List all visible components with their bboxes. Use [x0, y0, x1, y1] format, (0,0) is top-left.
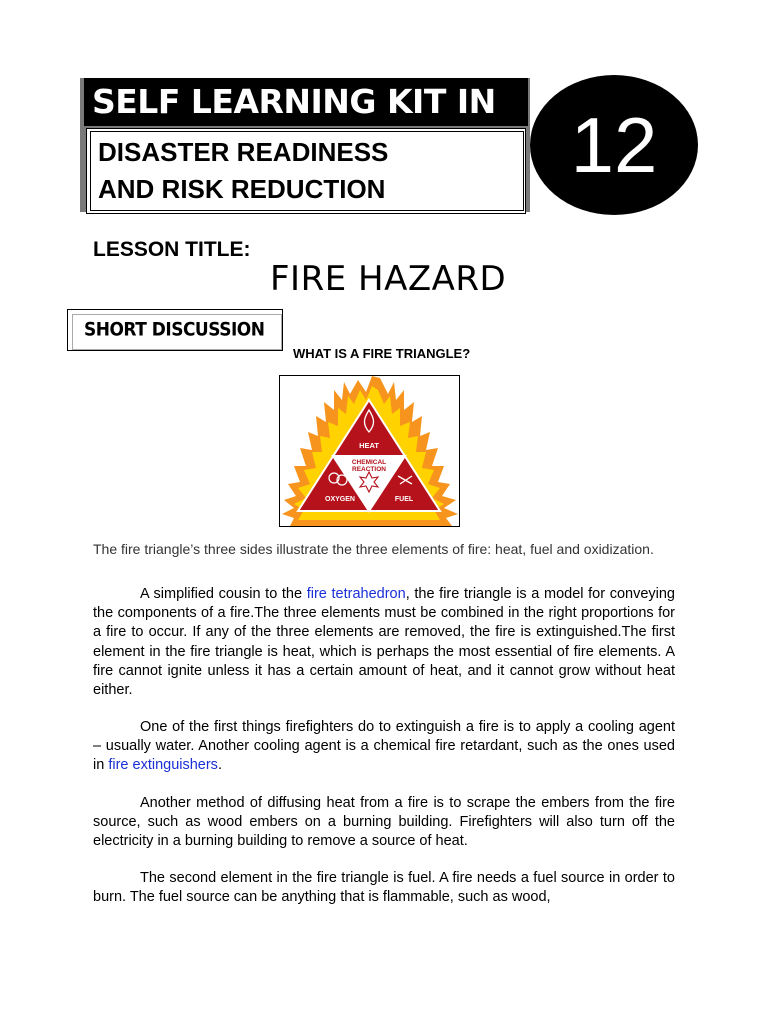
subject-line-2: AND RISK REDUCTION [98, 174, 386, 204]
fuel-label: FUEL [394, 496, 414, 503]
fire-extinguishers-link[interactable]: fire extinguishers [108, 757, 218, 774]
oxygen-label: OXYGEN [325, 496, 355, 503]
kit-title-bar: SELF LEARNING KIT IN [84, 78, 528, 126]
chemical-label-line1: CHEMICAL [351, 459, 387, 466]
p3-text: Another method of diffusing heat from a fire is to scrape the embers from the fire source, such as wood embers on a burning building. Firefighters will also turn off the electricity in a burning building to remove a source of heat. [93, 795, 675, 850]
p1-text-pre: A simplified cousin to the [140, 586, 307, 602]
subject-title [98, 134, 518, 208]
fire-triangle-image [280, 376, 459, 526]
fire-tetrahedron-link[interactable]: fire tetrahedron [306, 586, 406, 602]
paragraph-4 [93, 869, 675, 907]
p1-text-post: , the fire triangle is a model for conveying the components of a fire.The three elements must be combined in the right proportions for a fire to occur. If any of the three elements are removed, the fire is extinguished.The first element in the fire triangle is heat, which is perhaps the most essential of fire elements. A fire cannot ignite unless it has a certain amount of heat, and it cannot grow without heat either. [93, 586, 675, 699]
p4-text: The second element in the fire triangle is fuel. A fire needs a fuel source in order to burn. The fuel source can be anything that is flammable, such as wood, [93, 870, 675, 906]
p2-text-pre: One of the first things firefighters do to extinguish a fire is to apply a cooling agent – usually water. Another cooling agent is a chemical fire retardant, such as the ones used in [93, 719, 675, 774]
section-question: WHAT IS A FIRE TRIANGLE? [293, 346, 471, 361]
short-discussion-line [67, 350, 94, 351]
heat-label: HEAT [359, 441, 379, 450]
grade-badge: 12 [530, 75, 698, 215]
paragraph-3 [93, 794, 675, 852]
short-discussion-label: SHORT DISCUSSION [84, 319, 265, 341]
paragraph-2 [93, 718, 675, 776]
subject-line-1: DISASTER READINESS [98, 137, 389, 167]
lesson-label: LESSON TITLE: [93, 238, 251, 261]
paragraph-1 [93, 585, 675, 700]
lesson-title: FIRE HAZARD [270, 259, 507, 299]
figure-caption: The fire triangle’s three sides illustrate the three elements of fire: heat, fuel and oxidization. [93, 541, 654, 557]
chemical-label-line2: REACTION [352, 466, 386, 473]
fire-triangle-figure [279, 375, 460, 527]
p2-text-post: . [217, 757, 222, 774]
